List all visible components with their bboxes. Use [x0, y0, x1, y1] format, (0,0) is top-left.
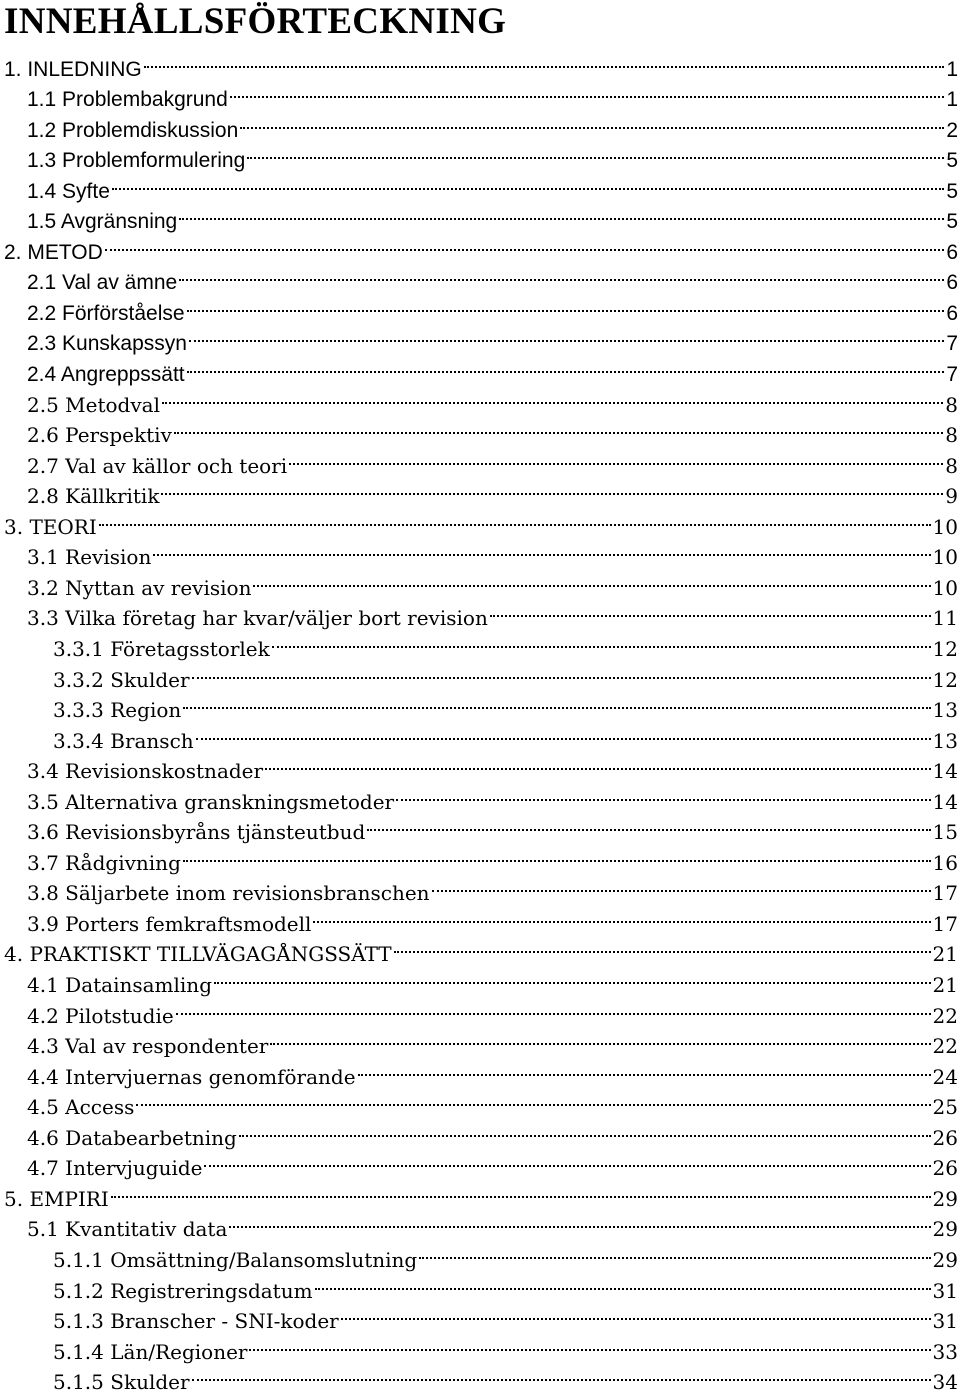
toc-entry[interactable]: [27, 198, 958, 234]
toc-entry-page-number: 25: [932, 1095, 958, 1120]
toc-entry-label: 2.8 Källkritik: [27, 484, 160, 509]
toc-entry-page-number: 17: [932, 911, 958, 936]
toc-dot-leader: [490, 595, 931, 626]
toc-entry[interactable]: [27, 106, 958, 142]
toc-entry[interactable]: [27, 289, 958, 325]
toc-dot-leader: [315, 1267, 931, 1298]
toc-entry[interactable]: [4, 45, 958, 81]
toc-entry[interactable]: [53, 656, 958, 692]
toc-entry[interactable]: [27, 870, 958, 906]
toc-entry[interactable]: [27, 1145, 958, 1181]
toc-dot-leader: [183, 687, 930, 718]
toc-entry-label: 1.3 Problemformulering: [27, 149, 246, 173]
toc-entry[interactable]: [4, 228, 958, 264]
toc-entry[interactable]: [27, 900, 958, 936]
toc-dot-leader: [432, 870, 931, 901]
toc-entry[interactable]: [27, 962, 958, 997]
toc-dot-leader: [183, 839, 931, 870]
toc-dot-leader: [187, 289, 945, 320]
toc-entry-label: 5.1.2 Registreringsdatum: [53, 1278, 313, 1303]
toc-entry-page-number: 29: [932, 1247, 958, 1272]
toc-entry[interactable]: [27, 778, 958, 814]
toc-entry-label: 1.2 Problemdiskussion: [27, 118, 239, 142]
toc-entry[interactable]: [27, 473, 958, 509]
toc-entry-page-number: 29: [932, 1186, 958, 1211]
toc-entry-page-number: 17: [932, 881, 958, 906]
toc-dot-leader: [358, 1053, 931, 1084]
toc-entry-label: 4.1 Datainsamling: [27, 973, 212, 997]
toc-entry-label: 5.1 Kvantitativ data: [27, 1217, 228, 1242]
toc-dot-leader: [229, 1206, 930, 1237]
toc-entry[interactable]: [27, 76, 958, 112]
toc-dot-leader: [249, 1328, 930, 1359]
toc-entry-label: 2.5 Metodval: [27, 392, 160, 417]
toc-dot-leader: [192, 656, 931, 687]
toc-dot-leader: [196, 717, 931, 748]
toc-entry-page-number: 14: [932, 759, 958, 784]
toc-entry[interactable]: [27, 442, 958, 478]
toc-entry-page-number: 8: [945, 423, 958, 448]
toc-entry-page-number: 31: [932, 1309, 958, 1334]
toc-entry-label: 3.7 Rådgivning: [27, 850, 181, 875]
toc-dot-leader: [313, 900, 930, 931]
toc-dot-leader: [270, 1023, 930, 1054]
toc-entry-label: 1.1 Problembakgrund: [27, 88, 228, 112]
toc-entry-label: 3.3.3 Region: [53, 698, 182, 723]
toc-dot-leader: [187, 351, 945, 382]
toc-entry[interactable]: [53, 1267, 958, 1303]
page-title: INNEHÅLLSFÖRTECKNING: [4, 1, 507, 42]
toc-entry-label: 4.2 Pilotstudie: [27, 1003, 174, 1028]
toc-entry-label: 4.5 Access: [27, 1095, 135, 1120]
toc-entry[interactable]: [27, 137, 958, 173]
toc-entry-page-number: 31: [932, 1278, 958, 1303]
toc-entry-page-number: 10: [932, 514, 958, 539]
toc-entry[interactable]: [27, 259, 958, 295]
toc-entry-label: 1.5 Avgränsning: [27, 210, 178, 234]
toc-entry-label: 4.7 Intervjuguide: [27, 1156, 203, 1181]
toc-entry-page-number: 11: [932, 606, 958, 631]
toc-entry[interactable]: [53, 625, 958, 661]
toc-dot-leader: [162, 381, 943, 412]
toc-entry[interactable]: [27, 1084, 958, 1120]
toc-dot-leader: [179, 259, 944, 290]
toc-entry-label: 3.5 Alternativa granskningsmetoder: [27, 789, 395, 814]
toc-entry[interactable]: [27, 1114, 958, 1150]
toc-entry-page-number: 29: [932, 1217, 958, 1242]
toc-entry[interactable]: [27, 1206, 958, 1242]
toc-dot-leader: [174, 412, 943, 443]
toc-dot-leader: [253, 564, 930, 595]
toc-entry-label: 2.7 Val av källor och teori: [27, 453, 288, 478]
toc-entry-page-number: 12: [932, 667, 958, 692]
toc-entry-label: 5.1.5 Skulder: [53, 1370, 190, 1395]
toc-entry[interactable]: [27, 992, 958, 1028]
toc-entry[interactable]: [27, 351, 958, 386]
toc-entry-label: 3.1 Revision: [27, 545, 152, 570]
toc-entry[interactable]: [53, 1328, 958, 1364]
toc-dot-leader: [265, 748, 930, 779]
toc-entry-label: 3.3.4 Bransch: [53, 728, 194, 753]
toc-entry-page-number: 13: [932, 728, 958, 753]
toc-entry-label: 2. METOD: [4, 240, 103, 264]
toc-entry-page-number: 26: [932, 1125, 958, 1150]
toc-entry-label: 5.1.4 Län/Regioner: [53, 1339, 248, 1364]
toc-dot-leader: [341, 1298, 931, 1329]
toc-entry-page-number: 10: [932, 575, 958, 600]
toc-entry[interactable]: [4, 1175, 958, 1211]
toc-entry-label: 2.4 Angreppssätt: [27, 363, 185, 386]
toc-dot-leader: [230, 76, 945, 107]
toc-entry-page-number: 22: [932, 1003, 958, 1028]
toc-dot-leader: [204, 1145, 930, 1176]
toc-dot-leader: [105, 228, 945, 259]
toc-entry-page-number: 10: [932, 545, 958, 570]
toc-entry-page-number: 33: [932, 1339, 958, 1364]
toc-entry-label: 5.1.1 Omsättning/Balansomslutning: [53, 1247, 418, 1272]
toc-entry-page-number: 5: [946, 179, 958, 203]
toc-dot-leader: [214, 962, 931, 993]
toc-dot-leader: [189, 320, 944, 351]
toc-entry[interactable]: [4, 931, 958, 967]
toc-entry-page-number: 6: [946, 301, 958, 325]
toc-entry-page-number: 2: [946, 118, 958, 142]
toc-entry-label: 3. TEORI: [4, 514, 97, 539]
toc-entry[interactable]: [27, 748, 958, 784]
toc-entry[interactable]: [27, 1023, 958, 1059]
toc-dot-leader: [136, 1084, 930, 1115]
toc-entry[interactable]: [27, 534, 958, 570]
toc-entry[interactable]: [27, 1053, 958, 1089]
toc-dot-leader: [153, 534, 930, 565]
toc-entry-label: 4. PRAKTISKT TILLVÄGAGÅNGSSÄTT: [4, 942, 392, 967]
toc-entry-page-number: 22: [932, 1034, 958, 1059]
toc-entry[interactable]: [4, 503, 958, 539]
toc-entry[interactable]: [53, 717, 958, 753]
toc-entry-page-number: 5: [946, 210, 958, 234]
toc-entry-label: 3.3.2 Skulder: [53, 667, 190, 692]
toc-entry-label: 5. EMPIRI: [4, 1186, 109, 1211]
toc-entry-label: 3.3.1 Företagsstorlek: [53, 636, 270, 661]
toc-entry[interactable]: [27, 809, 958, 845]
toc-dot-leader: [247, 137, 944, 168]
toc-entry-page-number: 26: [932, 1156, 958, 1181]
toc-entry-page-number: 1: [946, 57, 958, 81]
toc-entry[interactable]: [27, 412, 958, 448]
toc-dot-leader: [240, 106, 944, 137]
toc-dot-leader: [144, 45, 945, 76]
toc-entry[interactable]: [27, 595, 958, 631]
toc-entry[interactable]: [53, 1298, 958, 1334]
toc-entry-page-number: 8: [945, 453, 958, 478]
toc-entry-label: 3.3 Vilka företag har kvar/väljer bort revision: [27, 606, 488, 631]
toc-dot-leader: [419, 1236, 930, 1267]
toc-entry[interactable]: [53, 1359, 958, 1395]
toc-entry-label: 2.6 Perspektiv: [27, 423, 172, 448]
toc-entry-page-number: 1: [946, 88, 958, 112]
toc-entry-label: 4.3 Val av respondenter: [27, 1034, 269, 1059]
toc-entry-label: 3.2 Nyttan av revision: [27, 575, 252, 600]
toc-entry-label: 3.9 Porters femkraftsmodell: [27, 911, 312, 936]
toc-entry[interactable]: [27, 167, 958, 203]
toc-entry-label: 4.6 Databearbetning: [27, 1125, 237, 1150]
toc-entry-label: 3.8 Säljarbete inom revisionsbranschen: [27, 881, 430, 906]
toc-entry-page-number: 13: [932, 698, 958, 723]
toc-dot-leader: [112, 167, 944, 198]
toc-entry-page-number: 15: [932, 820, 958, 845]
toc-entry-page-number: 14: [932, 789, 958, 814]
toc-entry-page-number: 6: [946, 271, 958, 295]
toc-dot-leader: [367, 809, 930, 840]
toc-entry-page-number: 7: [946, 332, 958, 356]
toc-dot-leader: [192, 1359, 931, 1390]
toc-dot-leader: [239, 1114, 931, 1145]
toc-dot-leader: [396, 778, 930, 809]
toc-entry-page-number: 8: [945, 392, 958, 417]
toc-entry[interactable]: [27, 320, 958, 356]
toc-entry-page-number: 7: [946, 363, 958, 386]
toc-entry-page-number: 34: [932, 1370, 958, 1395]
toc-entry-label: 5.1.3 Branscher - SNI-koder: [53, 1309, 339, 1334]
toc-entry-label: 1. INLEDNING: [4, 57, 142, 81]
toc-entry-label: 2.2 Förförståelse: [27, 301, 185, 325]
toc-entry[interactable]: [27, 564, 958, 600]
toc-dot-leader: [99, 503, 931, 534]
toc-entry-page-number: 6: [946, 240, 958, 264]
toc-dot-leader: [272, 625, 931, 656]
toc-entry-label: 4.4 Intervjuernas genomförande: [27, 1064, 356, 1089]
toc-dot-leader: [289, 442, 943, 473]
toc-entry-page-number: 9: [945, 484, 958, 509]
toc-entry[interactable]: [27, 381, 958, 417]
toc-entry-label: 2.3 Kunskapssyn: [27, 332, 187, 356]
toc-entry[interactable]: [27, 839, 958, 875]
toc-entry-label: 3.4 Revisionskostnader: [27, 759, 264, 784]
toc-entry-page-number: 12: [932, 636, 958, 661]
toc-entry[interactable]: [53, 687, 958, 723]
toc-dot-leader: [176, 992, 931, 1023]
toc-entry-page-number: 21: [932, 973, 958, 997]
toc-entry-page-number: 21: [932, 942, 958, 967]
toc-dot-leader: [111, 1175, 931, 1206]
toc-entry-label: 3.6 Revisionsbyråns tjänsteutbud: [27, 820, 366, 845]
toc-entry-page-number: 5: [946, 149, 958, 173]
toc-entry-label: 1.4 Syfte: [27, 179, 110, 203]
toc-dot-leader: [179, 198, 944, 229]
toc-entry[interactable]: [53, 1236, 958, 1272]
toc-entry-page-number: 16: [932, 850, 958, 875]
toc-entry-label: 2.1 Val av ämne: [27, 271, 178, 295]
toc-entry-page-number: 24: [932, 1064, 958, 1089]
toc-dot-leader: [161, 473, 943, 504]
toc-dot-leader: [394, 931, 931, 962]
